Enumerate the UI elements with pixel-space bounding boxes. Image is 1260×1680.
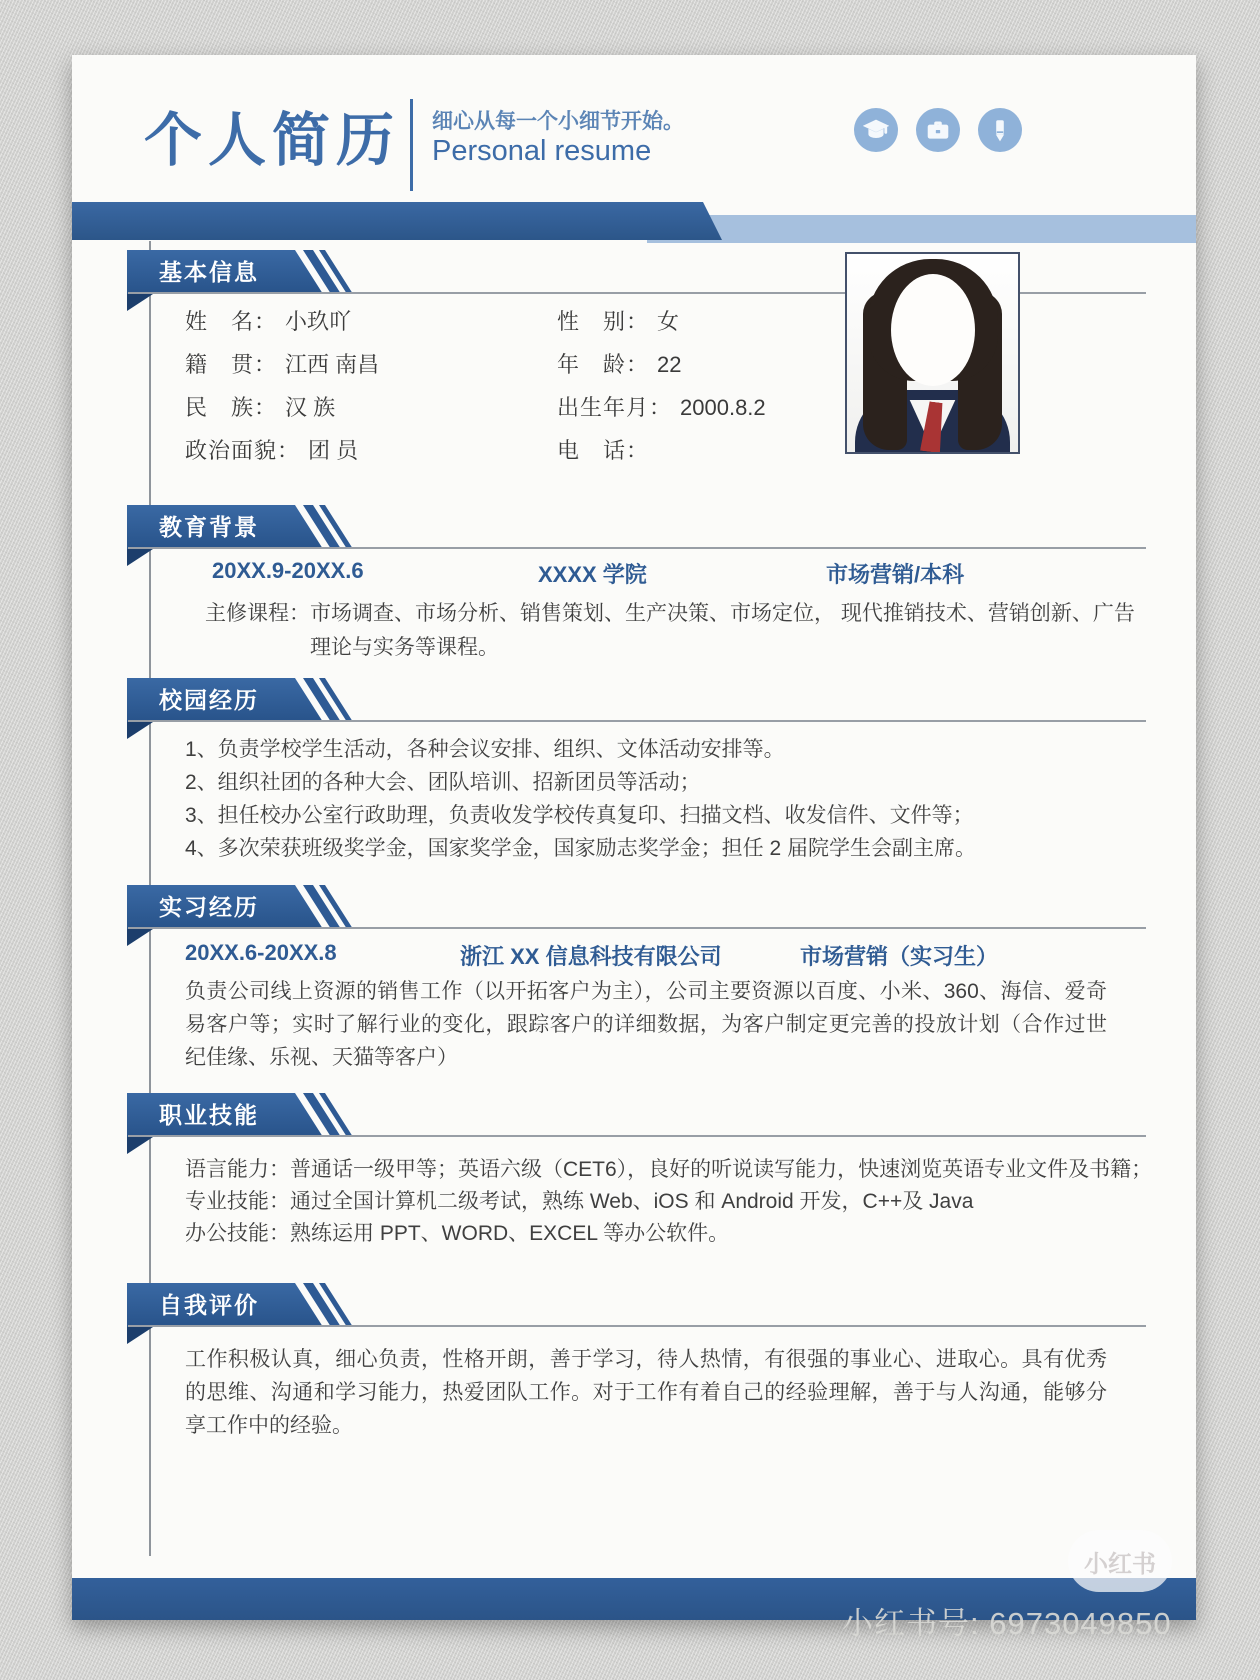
education-major: 市场营销/本科: [826, 562, 965, 587]
section-ribbon-internship: [127, 885, 367, 947]
internship-role: 市场营销（实习生）: [800, 944, 999, 969]
xiaohongshu-badge: 小红书: [1068, 1530, 1172, 1592]
section-title-basic: 基本信息: [159, 259, 259, 285]
self-evaluation-text: 工作积极认真，细心负责，性格开朗，善于学习，待人热情，有很强的事业心、进取心。具有优秀的思维、沟通和学习能力，热爱团队工作。对于工作有着自己的经验理解，善于与人沟通，能够分享工作中的经验。: [185, 1348, 1107, 1437]
field-value: 汉 族: [285, 395, 336, 420]
id-photo: [845, 252, 1020, 454]
field-value: 团 员: [308, 438, 359, 463]
section-line: [128, 927, 1146, 929]
section-line: [128, 1135, 1146, 1137]
ribbon-fold: [127, 1137, 153, 1154]
field-label: 年 龄：: [557, 352, 650, 377]
section-title-education: 教育背景: [159, 514, 259, 540]
graduation-cap-icon: [854, 108, 898, 152]
section-line: [128, 547, 1146, 549]
field-value: 2000.8.2: [680, 395, 766, 420]
ribbon-fold: [127, 294, 153, 311]
field-hometown: [185, 343, 379, 386]
header-bar-dark: [72, 202, 722, 240]
header-subtitle: Personal resume: [432, 135, 652, 167]
campus-item: 2、组织社团的各种大会、团队培训、招新团员等活动；: [185, 771, 701, 794]
section-line: [128, 1325, 1146, 1327]
field-birthdate: [557, 386, 766, 429]
field-gender: [557, 300, 766, 343]
skill-item-language: 语言能力：普通话一级甲等；英语六级（CET6），良好的听说读写能力，快速浏览英语专业文件及书籍；: [185, 1158, 1153, 1181]
internship-description: 负责公司线上资源的销售工作（以开拓客户为主），公司主要资源以百度、小米、360、海信、爱奇易客户等；实时了解行业的变化，跟踪客户的详细数据，为客户制定更完善的投放计划（合作过世纪佳缘、乐视、天猫等客户）: [185, 980, 1107, 1069]
field-political-status: [185, 429, 379, 472]
education-courses-line2: 理论与实务等课程。: [310, 636, 499, 659]
header-divider: [410, 99, 413, 191]
page-title: 个人简历: [144, 108, 401, 173]
ribbon-fold: [127, 1327, 153, 1344]
skill-item-professional: 专业技能：通过全国计算机二级考试，熟练 Web、iOS 和 Android 开发，C++及 Java: [185, 1190, 974, 1213]
field-label: 政治面貌：: [185, 438, 301, 463]
xiaohongshu-id-watermark: 小红书号: 6973049850: [842, 1606, 1172, 1641]
resume-page: [72, 55, 1196, 1620]
field-value: 小玖吖: [285, 309, 352, 334]
field-value: 女: [657, 309, 680, 334]
field-label: 电 话：: [557, 438, 650, 463]
field-value: 22: [657, 352, 682, 377]
section-title-self-evaluation: 自我评价: [159, 1292, 259, 1318]
basic-info-right-column: [557, 300, 766, 472]
section-ribbon-skills: [127, 1093, 367, 1155]
field-age: [557, 343, 766, 386]
section-ribbon-campus: [127, 678, 367, 740]
field-phone: [557, 429, 766, 472]
header-tagline: 细心从每一个小细节开始。: [432, 110, 684, 133]
field-label: 民 族：: [185, 395, 278, 420]
field-label: 姓 名：: [185, 309, 278, 334]
field-ethnicity: [185, 386, 379, 429]
skill-item-office: 办公技能：熟练运用 PPT、WORD、EXCEL 等办公软件。: [185, 1222, 730, 1245]
education-school: XXXX 学院: [538, 562, 647, 587]
field-name: [185, 300, 379, 343]
internship-period: 20XX.6-20XX.8: [185, 940, 337, 965]
field-label: 籍 贯：: [185, 352, 278, 377]
ribbon-fold: [127, 722, 153, 739]
campus-item: 3、担任校办公室行政助理，负责收发学校传真复印、扫描文档、收发信件、文件等；: [185, 804, 974, 827]
pencil-icon: [978, 108, 1022, 152]
header-icon-group: [854, 108, 1022, 152]
section-title-internship: 实习经历: [159, 894, 259, 920]
section-title-campus: 校园经历: [159, 687, 259, 713]
field-label: 出生年月：: [557, 395, 673, 420]
section-line: [128, 720, 1146, 722]
field-value: 江西 南昌: [285, 352, 380, 377]
ribbon-fold: [127, 549, 153, 566]
campus-item: 1、负责学校学生活动，各种会议安排、组织、文体活动安排等。: [185, 738, 785, 761]
briefcase-icon: [916, 108, 960, 152]
education-courses-line1: 主修课程：市场调查、市场分析、销售策划、生产决策、市场定位， 现代推销技术、营销创新、广告: [205, 602, 1135, 625]
ribbon-fold: [127, 929, 153, 946]
photo-face-blurred: [891, 274, 975, 386]
education-period: 20XX.9-20XX.6: [212, 558, 364, 583]
section-ribbon-self-evaluation: [127, 1283, 367, 1345]
basic-info-left-column: [185, 300, 379, 472]
campus-item: 4、多次荣获班级奖学金，国家奖学金，国家励志奖学金；担任 2 届院学生会副主席。: [185, 837, 977, 860]
field-label: 性 别：: [557, 309, 650, 334]
internship-company: 浙江 XX 信息科技有限公司: [460, 944, 722, 969]
header-bar-light: [647, 215, 1196, 243]
section-title-skills: 职业技能: [159, 1102, 259, 1128]
